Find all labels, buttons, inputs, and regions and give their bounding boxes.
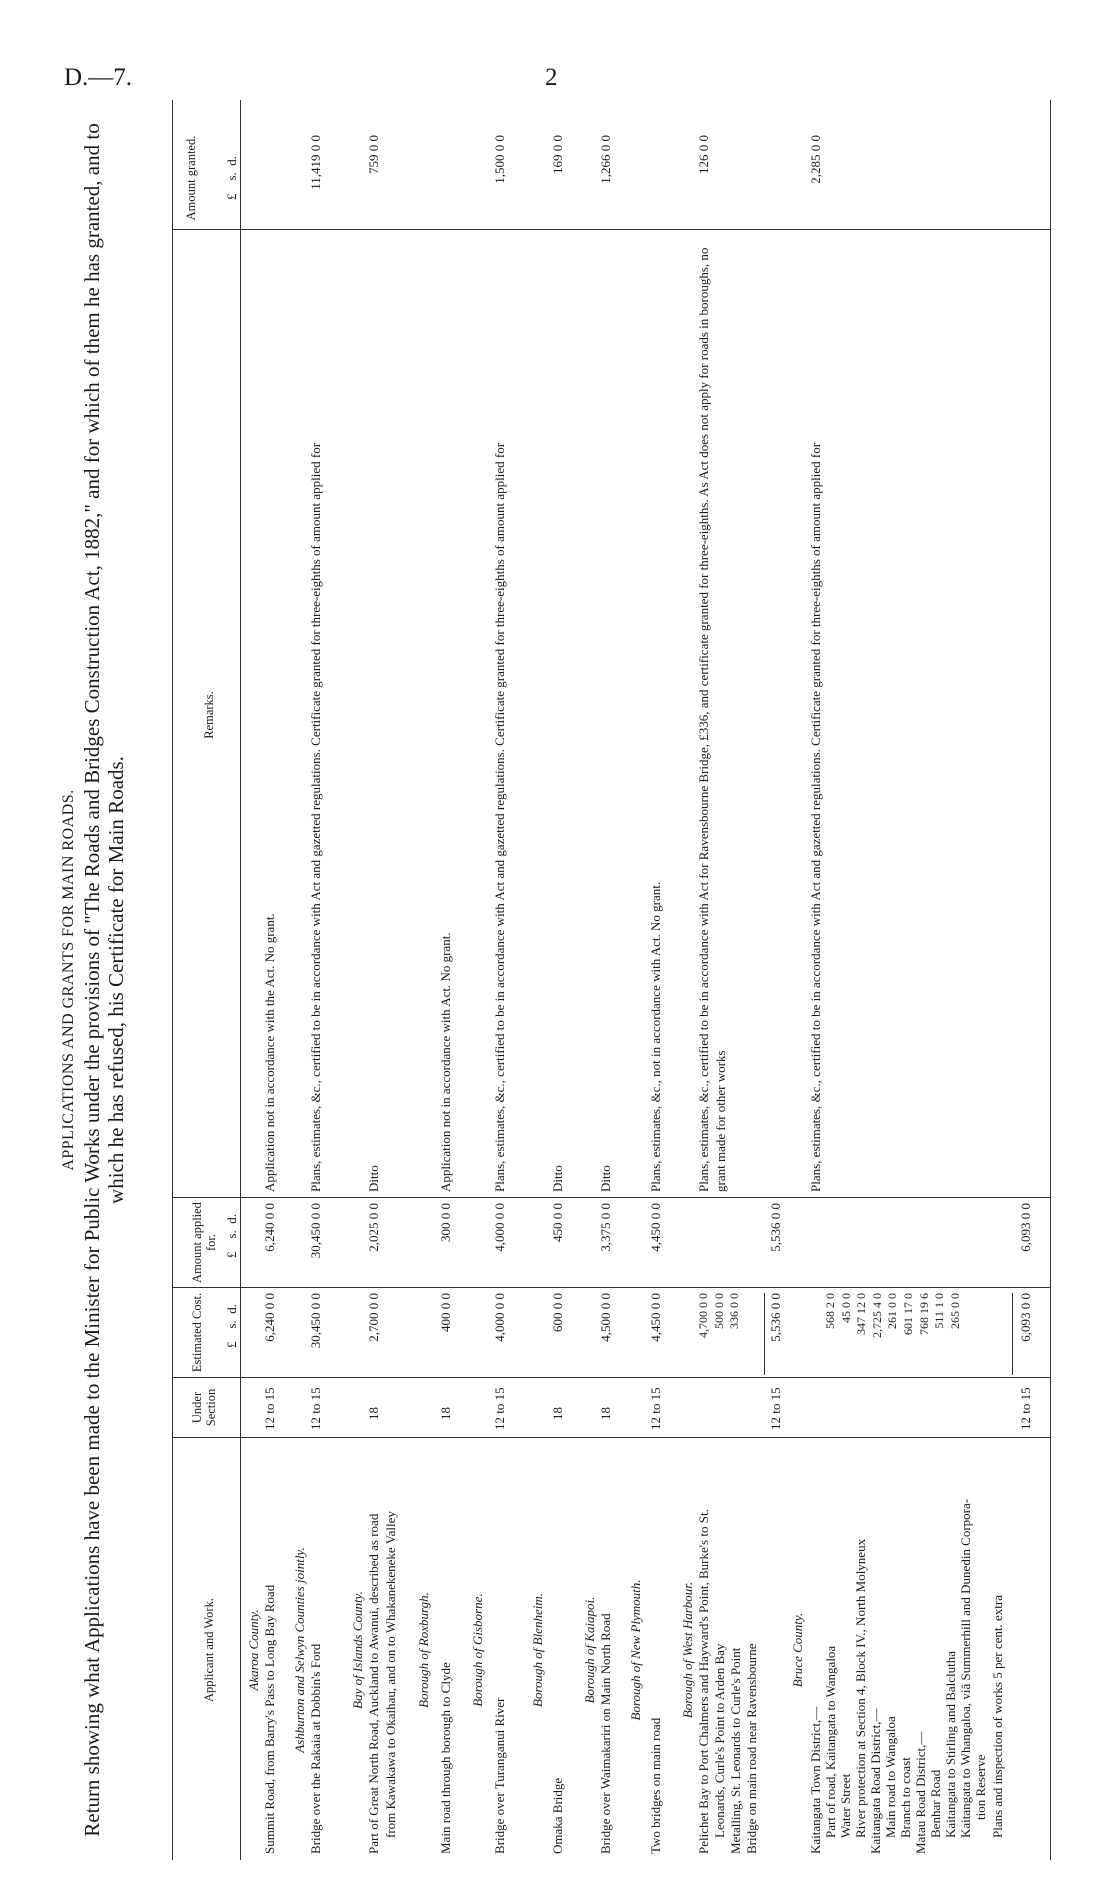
district-heading: Kaitangata Road District,— [868,1708,883,1854]
work-description: Kaitangata to Stirling and Balclutha [943,1650,958,1838]
amount-applied: 2,025 0 0 [366,1203,381,1252]
local-body-name: Bruce County. [790,1612,805,1688]
header-applied: Amount applied for. [190,1202,219,1283]
amount-applied: 4,000 0 0 [492,1203,507,1252]
local-body-name: Borough of Gisborne. [470,1593,485,1707]
under-section: 12 to 15 [1018,1387,1033,1430]
estimated-cost: 30,450 0 0 [308,1293,323,1349]
remarks-text: Plans, estimates, &c., certified to be in accordance with Act and gazetted regulations. Certificate granted for three-eighths of amount applied for [492,442,507,1192]
table-bottom-rule [1050,100,1051,1860]
work-description: from Kawakawa to Okaihau, and on to Whakanekeneke Valley [383,1511,398,1838]
work-description: Part of Great North Road, Auckland to Awanui, described as road [366,1513,381,1854]
district-heading: Kaitangata Town District,— [808,1706,823,1854]
work-description: Metalling, St. Leonards to Curle's Point [728,1647,743,1854]
local-body-name: Borough of Roxburgh. [416,1592,431,1708]
header-remarks: Remarks. [202,691,216,739]
district-heading: Matau Road District,— [913,1731,928,1854]
estimated-cost: 4,500 0 0 [598,1293,613,1342]
applied-total: 5,536 0 0 [768,1203,783,1252]
header-section: Under Section [190,1388,219,1427]
estimated-cost: 600 0 0 [550,1293,565,1332]
remarks-text: Plans, estimates, &c., certified to be in accordance with Act and gazetted regulations. Certificate granted for three-eighths of amount applied for [808,442,823,1192]
header-estimated: Estimated Cost. [190,1292,204,1373]
remarks-text: Application not in accordance with the Act. No grant. [262,913,277,1192]
local-body-name: Bay of Islands County. [350,1591,365,1709]
remarks-text: Plans, estimates, &c., not in accordance with Act. No grant. [648,881,663,1192]
estimated-cost: 568 2 0 45 0 0 347 12 0 2,725 4 0 261 0 0 601 17 0 768 19 6 511 1 0 265 0 0 [823,1293,962,1338]
estimated-cost: 4,700 0 0 500 0 0 336 0 0 [696,1293,742,1338]
work-description: Summit Road, from Barry's Pass to Long Bay Road [262,1584,277,1854]
under-section: 12 to 15 [768,1387,783,1430]
estimated-total: 6,093 0 0 [1018,1293,1033,1342]
work-description: Two bridges on main road [648,1717,663,1854]
remarks-text: Ditto [550,1165,565,1192]
work-description: Water Street [838,1773,853,1838]
under-section: 12 to 15 [308,1387,323,1430]
amount-granted: 759 0 0 [366,135,381,174]
estimated-cost: 2,700 0 0 [366,1293,381,1342]
work-description: Bridge over the Rakaia at Dobbin's Ford [308,1643,323,1854]
page-number: 2 [545,64,558,91]
remarks-text: Ditto [598,1165,613,1192]
under-section: 18 [438,1407,453,1420]
amount-applied: 3,375 0 0 [598,1203,613,1252]
work-description: Branch to coast [898,1757,913,1838]
under-section: 18 [366,1407,381,1420]
work-description: Bridge over Turanganui River [492,1697,507,1854]
amount-granted: 169 0 0 [550,135,565,174]
amount-granted: 1,266 0 0 [598,135,613,184]
col-rule [172,229,1050,230]
currency-sub-applied: £ s. d. [224,1213,239,1258]
work-description: Benhar Road [928,1769,943,1838]
estimated-total: 5,536 0 0 [768,1293,783,1342]
local-body-name: Borough of West Harbour. [680,1581,695,1719]
local-body-name: Borough of Blenheim. [530,1593,545,1707]
estimated-cost: 4,000 0 0 [492,1293,507,1342]
amount-granted: 11,419 0 0 [308,135,323,190]
amount-granted: 1,500 0 0 [492,135,507,184]
work-description: Bridge over Waimakariri on Main North Road [598,1613,613,1854]
local-body-name: Borough of New Plymouth. [628,1579,643,1721]
work-description: Bridge on main road near Ravensbourne [744,1643,759,1854]
rotated-table-page [60,100,1080,1860]
work-description: Pelichet Bay to Port Chalmers and Hayward's Point, Burke's to St. [696,1509,711,1854]
table-caption: APPLICATIONS AND GRANTS FOR MAIN ROADS. [60,789,77,1171]
work-description: Kaitangata to Whangaloa, viâ Summerhill and Dunedin Corpora- [958,1498,973,1838]
subtotal-rule [1012,1293,1013,1375]
currency-sub-estimated: £ s. d. [224,1303,239,1348]
return-intro-text: Return showing what Applications have been made to the Minister for Public Works under the provisions of "The Roads and Bridges Construction Act, 1882," and for which of them he has granted, and to which he has refused, his Certificate for Main Roads. [80,123,129,1837]
remarks-text: Application not in accordance with Act. No grant. [438,932,453,1192]
work-description: Part of road, Kaitangata to Wangaloa [823,1645,838,1838]
currency-sub-granted: £ s. d. [224,155,239,200]
under-section: 18 [598,1407,613,1420]
col-rule [172,1287,1050,1288]
under-section: 12 to 15 [648,1387,663,1430]
under-section: 12 to 15 [492,1387,507,1430]
header-applicant: Applicant and Work. [202,1598,216,1702]
local-body-name: Borough of Kaiapoi. [582,1596,597,1704]
subtotal-rule [764,1293,765,1375]
remarks-text: Plans, estimates, &c., certified to be in accordance with Act for Ravensbourne Bridge, £336, and certificate granted for three-eighths. As Act does not apply for roads in boroughs, no grant made for other works [696,247,728,1192]
under-section: 18 [550,1407,565,1420]
amount-applied: 300 0 0 [438,1203,453,1242]
table-header-rule [240,100,241,1860]
estimated-cost: 4,450 0 0 [648,1293,663,1342]
remarks-text: Plans, estimates, &c., certified to be in accordance with Act and gazetted regulations. Certificate granted for three-eighths of amount applied for [308,442,323,1192]
remarks-text: Ditto [366,1165,381,1192]
table-top-rule [172,100,173,1860]
document-reference: D.—7. [64,64,133,91]
work-description: Plans and inspection of works 5 per cent. extra [990,1595,1005,1838]
local-body-name: Ashburton and Selwyn Counties jointly. [292,1547,307,1753]
work-description: Main road to Wangaloa [883,1716,898,1838]
applications-table [172,100,1052,1860]
under-section: 12 to 15 [262,1387,277,1430]
amount-granted: 2,285 0 0 [808,135,823,184]
work-description: tion Reserve [973,1754,988,1820]
work-description: Main road through borough to Clyde [438,1662,453,1854]
local-body-name: Akaroa County. [246,1609,261,1691]
work-description: Leonards, Curle's Point to Arden Bay [712,1643,727,1838]
applied-total: 6,093 0 0 [1018,1203,1033,1252]
col-rule [172,1197,1050,1198]
amount-applied: 30,450 0 0 [308,1203,323,1259]
work-description: Omaka Bridge [550,1777,565,1854]
amount-applied: 450 0 0 [550,1203,565,1242]
estimated-cost: 6,240 0 0 [262,1293,277,1342]
amount-applied: 4,450 0 0 [648,1203,663,1252]
estimated-cost: 400 0 0 [438,1293,453,1332]
col-rule [172,1437,1050,1438]
amount-applied: 6,240 0 0 [262,1203,277,1252]
amount-granted: 126 0 0 [696,135,711,174]
work-description: River protection at Section 4, Block IV., North Molyneux [853,1538,868,1838]
col-rule [172,1377,1050,1378]
header-granted: Amount granted. [184,135,198,221]
